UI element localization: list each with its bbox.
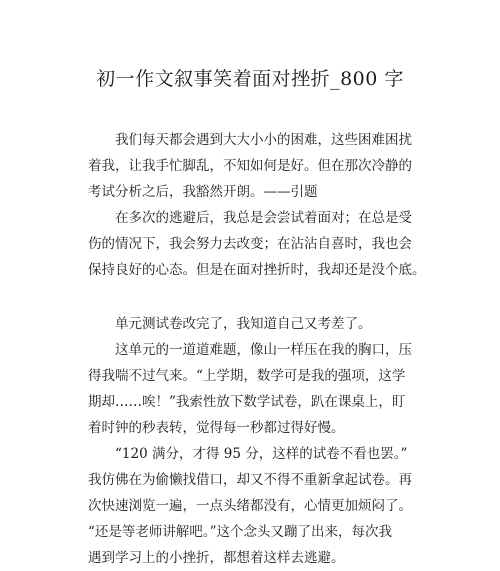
paragraph-line: 伤的情况下，我会努力去改变；在沾沾自喜时，我也会 (88, 236, 412, 252)
paragraph-line: 着我，让我手忙脚乱，不知如何是好。但在那次冷静的 (88, 158, 412, 174)
paragraph-line: 我们每天都会遇到大大小小的困难，这些困难困扰 (115, 132, 412, 148)
paragraph-line: 着时钟的秒表转，觉得每一秒都过得好慢。 (88, 420, 345, 436)
paragraph-line: 这单元的一道道难题，像山一样压在我的胸口，压 (115, 342, 412, 358)
paragraph-2 (88, 205, 426, 283)
paragraph-line: 得我喘不过气来。“上学期，数学可是我的强项，这学 (88, 368, 406, 384)
paragraph-3 (88, 311, 418, 337)
paragraph-line: 我仿佛在为偷懒找借口，却又不得不重新拿起试卷。再 (88, 472, 412, 488)
paragraph-line: 期却……唉！”我索性放下数学试卷，趴在课桌上，盯 (88, 394, 406, 410)
paragraph-line: 单元测试卷改完了，我知道自己又考差了。 (115, 316, 372, 332)
paragraph-4 (88, 337, 418, 441)
paragraph-line: 次快速浏览一遍，一点头绪都没有，心情更加烦闷了。 (88, 498, 412, 514)
paragraph-5 (88, 441, 418, 571)
paragraph-line: 遇到学习上的小挫折，都想着这样去逃避。 (88, 550, 345, 566)
paragraph-line: “还是等老师讲解吧。”这个念头又蹦了出来，每次我 (88, 524, 393, 540)
paragraph-line: 在多次的逃避后，我总是会尝试着面对；在总是受 (115, 210, 412, 226)
document-title: 初一作文叙事笑着面对挫折_800 字 (96, 68, 404, 90)
paragraph-1 (88, 127, 418, 205)
paragraph-line: 保持良好的心态。但是在面对挫折时，我却还是没个底。 (88, 262, 426, 278)
paragraph-line: 考试分析之后，我豁然开朗。——引题 (88, 184, 318, 200)
paragraph-line: “120 满分，才得 95 分，这样的试卷不看也罢。” (115, 446, 408, 462)
